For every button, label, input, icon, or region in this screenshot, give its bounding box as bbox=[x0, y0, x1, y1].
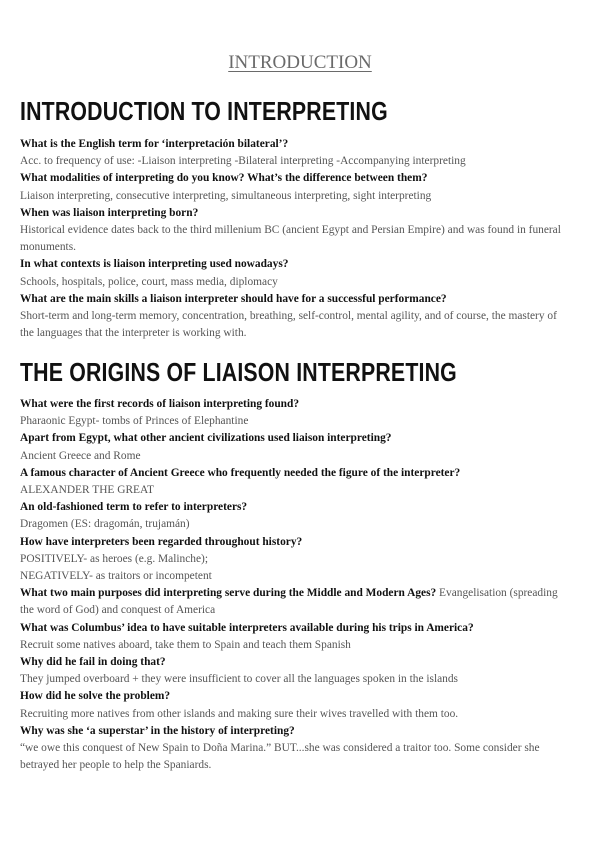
question-12: What was Columbus’ idea to have suitable interpreters available during his trips in America? bbox=[20, 621, 474, 634]
answer-10b: NEGATIVELY- as traitors or incompetent bbox=[20, 570, 212, 583]
section-2-qa-list bbox=[20, 396, 570, 774]
question-11 bbox=[20, 585, 570, 619]
section-heading-origins-of-liaison-interpreting: THE ORIGINS OF LIAISON INTERPRETING bbox=[20, 357, 457, 387]
section-1-qa-list bbox=[20, 136, 570, 342]
answer-11: Evangelisation (spreading the word of God) and conquest of America bbox=[20, 587, 558, 617]
answer-15: “we owe this conquest of New Spain to Doña Marina.” BUT...she was considered a traitor too. Some consider she betrayed her people to help the Spaniards. bbox=[20, 742, 540, 772]
question-13: Why did he fail in doing that? bbox=[20, 656, 166, 669]
answer-4: Schools, hospitals, police, court, mass media, diplomacy bbox=[20, 275, 278, 288]
question-9: An old-fashioned term to refer to interpreters? bbox=[20, 501, 248, 514]
question-6: What were the first records of liaison interpreting found? bbox=[20, 398, 300, 410]
answer-8: ALEXANDER THE GREAT bbox=[20, 484, 154, 497]
question-10: How have interpreters been regarded throughout history? bbox=[20, 535, 303, 548]
question-4: In what contexts is liaison interpreting used nowadays? bbox=[20, 258, 289, 271]
question-2: What modalities of interpreting do you know? What’s the difference between them? bbox=[20, 172, 428, 185]
document-title: INTRODUCTION bbox=[228, 52, 372, 73]
answer-1: Acc. to frequency of use: -Liaison interpreting -Bilateral interpreting -Accompanying interpreting bbox=[20, 155, 466, 168]
section-heading-introduction-to-interpreting: INTRODUCTION TO INTERPRETING bbox=[20, 96, 388, 126]
question-14: How did he solve the problem? bbox=[20, 690, 171, 703]
answer-12: Recruit some natives aboard, take them to Spain and teach them Spanish bbox=[20, 638, 351, 651]
answer-6: Pharaonic Egypt- tombs of Princes of Elephantine bbox=[20, 415, 249, 428]
answer-7: Ancient Greece and Rome bbox=[20, 449, 141, 462]
question-5: What are the main skills a liaison interpreter should have for a successful performance? bbox=[20, 292, 447, 305]
question-7: Apart from Egypt, what other ancient civilizations used liaison interpreting? bbox=[20, 432, 392, 445]
answer-13: They jumped overboard + they were insufficient to cover all the languages spoken in the islands bbox=[20, 673, 458, 686]
answer-5: Short-term and long-term memory, concentration, breathing, self-control, mental agility, and of course, the mastery of the languages that the interpreter is working with. bbox=[20, 310, 557, 340]
answer-2: Liaison interpreting, consecutive interpreting, simultaneous interpreting, sight interpreting bbox=[20, 189, 432, 202]
answer-10a: POSITIVELY- as heroes (e.g. Malinche); bbox=[20, 552, 209, 565]
question-8: A famous character of Ancient Greece who frequently needed the figure of the interpreter? bbox=[20, 466, 461, 479]
question-1: What is the English term for ‘interpretación bilateral’? bbox=[20, 138, 289, 150]
answer-14: Recruiting more natives from other islands and making sure their wives travelled with them too. bbox=[20, 707, 459, 720]
answer-9: Dragomen (ES: dragomán, trujamán) bbox=[20, 518, 190, 531]
answer-3: Historical evidence dates back to the third millenium BC (ancient Egypt and Persian Empire) and was found in funeral monuments. bbox=[20, 224, 561, 254]
question-3: When was liaison interpreting born? bbox=[20, 206, 199, 219]
question-15: Why was she ‘a superstar’ in the history of interpreting? bbox=[20, 724, 295, 737]
question-11-text: What two main purposes did interpreting serve during the Middle and Modern Ages? bbox=[20, 587, 437, 600]
